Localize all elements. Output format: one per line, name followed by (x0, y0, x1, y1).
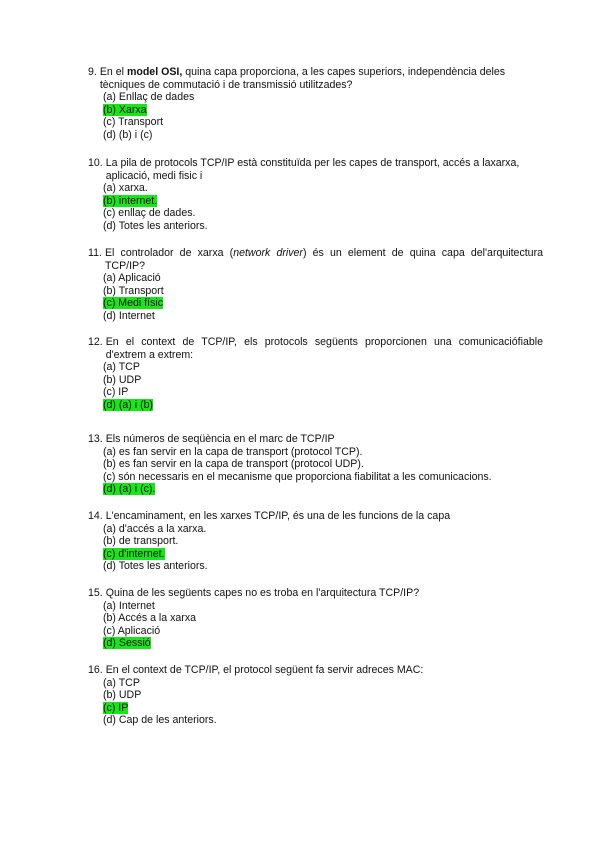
bold-term: model OSI, (126, 66, 183, 78)
options-list (103, 91, 543, 141)
question-text: En el context de TCP/IP, els protocols següents proporcionen una comunicaciófiable d'extrem a extrem: (105, 336, 543, 361)
option-c: (c) Aplicació (103, 624, 161, 637)
options-list (103, 677, 543, 727)
option-c: (c) enllaç de dades. (103, 207, 196, 220)
option-c-correct: (c) d'internet. (103, 547, 165, 560)
option-a: (a) Internet (103, 599, 155, 612)
option-d-correct: (d) (a) i (c). (103, 483, 156, 496)
option-b: (b) de transport. (103, 535, 179, 548)
option-a: (a) Aplicació (103, 272, 161, 285)
question-15 (88, 587, 543, 650)
question-13 (88, 433, 543, 496)
question-text: La pila de protocols TCP/IP està constituïda per les capes de transport, accés a laxarxa, aplicació, medi fisic i (105, 157, 520, 182)
option-a: (a) TCP (103, 676, 140, 689)
option-c-correct: (c) Medi físic (103, 297, 164, 310)
question-text: En el model OSI, quina capa proporciona, a les capes superiors, independència deles tècniques de commutació i de transmissió utilitzades? (99, 66, 506, 91)
question-number: 11. (88, 247, 102, 259)
question-number: 10. (88, 157, 103, 169)
question-14 (88, 510, 543, 573)
option-d-correct: (d) (a) i (b) (103, 398, 154, 411)
option-b-correct: (b) Xarxa (103, 103, 147, 116)
option-c-correct: (c) IP (103, 701, 129, 714)
question-9 (88, 66, 543, 142)
question-number: 12. (88, 336, 103, 348)
question-11 (88, 247, 543, 323)
question-number: 16. (88, 664, 103, 676)
question-12 (88, 336, 543, 412)
options-list (103, 182, 543, 232)
question-text: En el context de TCP/IP, el protocol següent fa servir adreces MAC: (105, 664, 424, 676)
question-number: 14. (88, 510, 103, 522)
question-text: Els números de seqüència en el marc de TCP/IP (105, 433, 335, 445)
option-d-correct: (d) Sessió (103, 637, 151, 650)
options-list (103, 600, 543, 650)
option-a: (a) TCP (103, 361, 140, 374)
options-list (103, 272, 543, 322)
question-number: 13. (88, 433, 103, 445)
option-d: (d) Internet (103, 309, 155, 322)
option-b: (b) es fan servir en la capa de transport (protocol UDP). (103, 458, 364, 471)
option-b: (b) Transport (103, 284, 164, 297)
question-text: L'encaminament, en les xarxes TCP/IP, és una de les funcions de la capa (105, 510, 451, 522)
option-d: (d) (b) i (c) (103, 128, 153, 141)
option-b-correct: (b) internet. (103, 194, 158, 207)
option-d: (d) Totes les anteriors. (103, 219, 208, 232)
option-d: (d) Cap de les anteriors. (103, 714, 217, 727)
options-list (103, 361, 543, 411)
question-number: 9. (88, 66, 97, 78)
option-c: (c) Transport (103, 116, 164, 129)
option-a: (a) xarxa. (103, 182, 148, 195)
question-text: Quina de les següents capes no es troba en l'arquitectura TCP/IP? (105, 587, 420, 599)
option-a: (a) d'accés a la xarxa. (103, 522, 207, 535)
question-16 (88, 664, 543, 727)
option-a: (a) es fan servir en la capa de transport (protocol TCP). (103, 445, 363, 458)
option-a: (a) Enllaç de dades (103, 91, 195, 104)
question-10 (88, 157, 543, 233)
option-b: (b) UDP (103, 373, 142, 386)
option-d: (d) Totes les anteriors. (103, 560, 208, 573)
options-list (103, 523, 543, 573)
option-b: (b) UDP (103, 689, 142, 702)
option-b: (b) Accés a la xarxa (103, 612, 197, 625)
question-number: 15. (88, 587, 103, 599)
option-c: (c) IP (103, 386, 129, 399)
option-c: (c) són necessaris en el mecanisme que proporciona fiabilitat a les comunicacions. (103, 470, 492, 483)
question-text: El controlador de xarxa (network driver) és un element de quina capa del'arquitectura TCP/IP? (104, 247, 543, 272)
italic-term: network driver (233, 247, 303, 259)
options-list (103, 446, 543, 496)
